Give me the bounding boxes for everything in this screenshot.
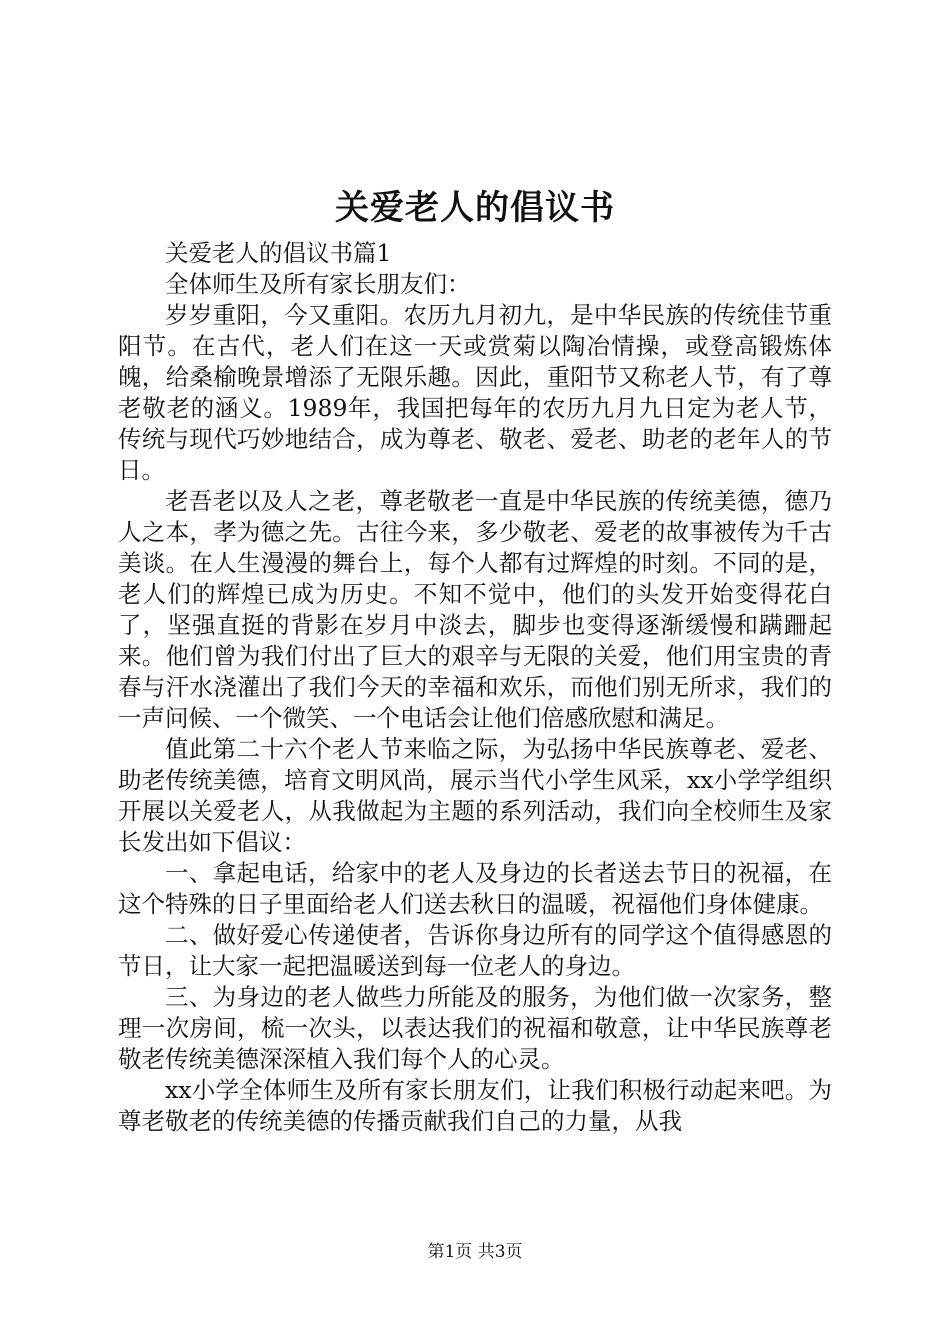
proposal-item-2: 二、做好爱心传递使者，告诉你身边所有的同学这个值得感恩的节日，让大家一起把温暖送到每一位老人的身边。 (118, 921, 832, 980)
proposal-item-1: 一、拿起电话，给家中的老人及身边的长者送去节日的祝福，在这个特殊的日子里面给老人们送去秋日的温暖，祝福他们身体健康。 (118, 859, 832, 918)
proposal-item-3: 三、为身边的老人做些力所能及的服务，为他们做一次家务，整理一次房间，梳一次头，以表达我们的祝福和敬意，让中华民族尊老敬老传统美德深深植入我们每个人的心灵。 (118, 983, 832, 1073)
paragraph: 岁岁重阳，今又重阳。农历九月初九，是中华民族的传统佳节重阳节。在古代，老人们在这一天或赏菊以陶冶情操，或登高锻炼体魄，给桑榆晚景增添了无限乐趣。因此，重阳节又称老人节，有了尊老敬老的涵义。1989年，我国把每年的农历九月九日定为老人节，传统与现代巧妙地结合，成为尊老、敬老、爱老、助老的老年人的节日。 (118, 301, 832, 484)
closing-paragraph: xx小学全体师生及所有家长朋友们，让我们积极行动起来吧。为尊老敬老的传统美德的传播贡献我们自己的力量，从我 (118, 1076, 832, 1135)
document-body (118, 238, 832, 1137)
section-heading: 关爱老人的倡议书篇1 (165, 239, 392, 267)
document-title: 关爱老人的倡议书 (335, 188, 615, 228)
page-number: 第1页 共3页 (427, 1242, 523, 1262)
paragraph: 老吾老以及人之老，尊老敬老一直是中华民族的传统美德，德乃人之本，孝为德之先。古往今来，多少敬老、爱老的故事被传为千古美谈。在人生漫漫的舞台上，每个人都有过辉煌的时刻。不同的是，老人们的辉煌已成为历史。不知不觉中，他们的头发开始变得花白了，坚强直挺的背影在岁月中淡去，脚步也变得逐渐缓慢和蹒跚起来。他们曾为我们付出了巨大的艰辛与无限的关爱，他们用宝贵的青春与汗水浇灌出了我们今天的幸福和欢乐，而他们别无所求，我们的一声问候、一个微笑、一个电话会让他们倍感欣慰和满足。 (118, 487, 832, 732)
salutation: 全体师生及所有家长朋友们： (165, 270, 471, 298)
paragraph: 值此第二十六个老人节来临之际，为弘扬中华民族尊老、爱老、助老传统美德，培育文明风尚，展示当代小学生风采，xx小学学组织开展以关爱老人，从我做起为主题的系列活动，我们向全校师生及家长发出如下倡议： (118, 735, 832, 856)
